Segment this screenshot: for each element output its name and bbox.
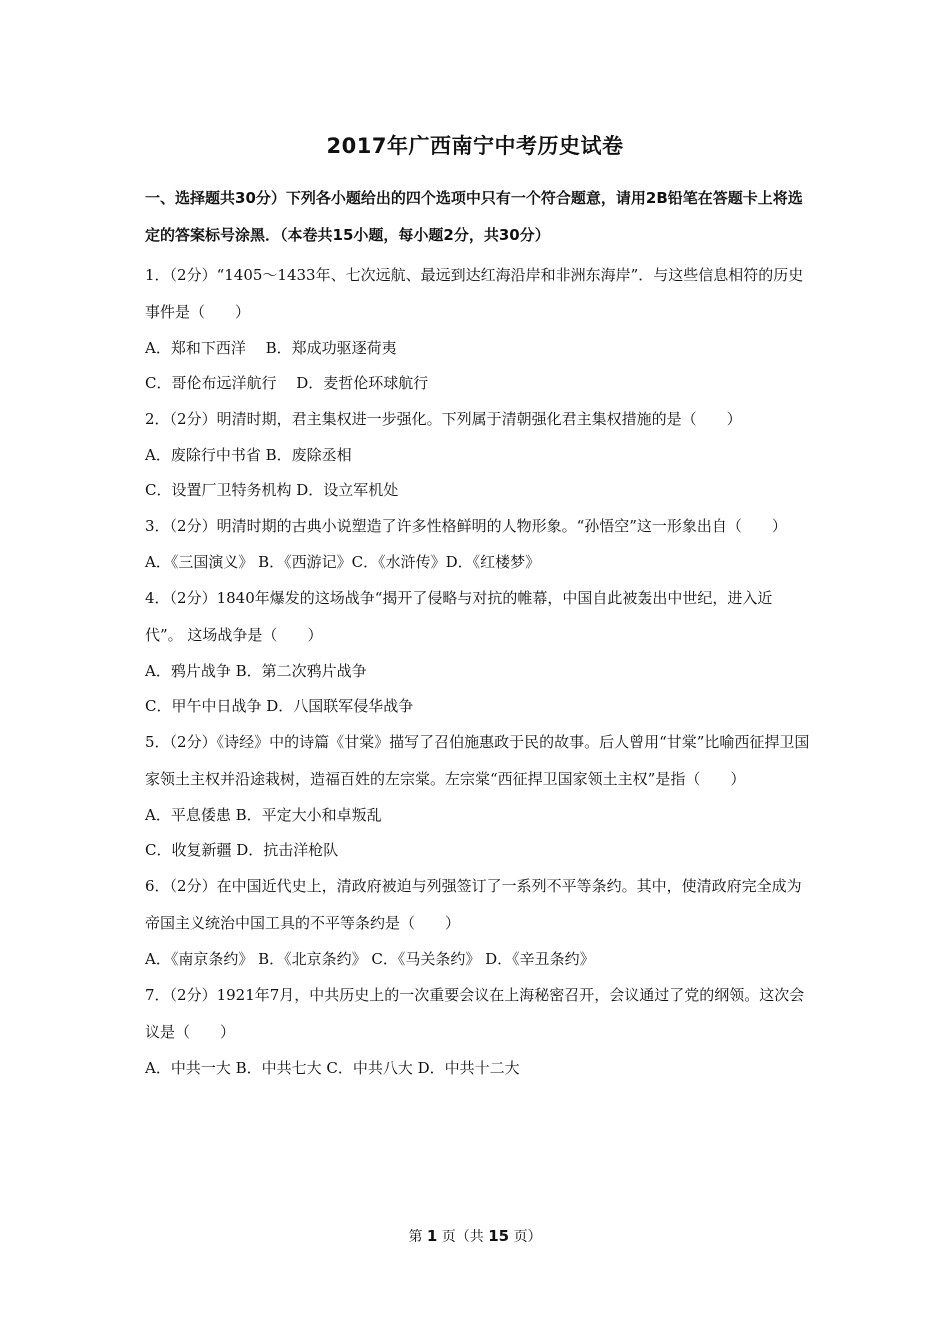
question-options: C．设置厂卫特务机构 D．设立军机处 [145,481,399,499]
question-options: A．中共一大 B．中共七大 C．中共八大 D．中共十二大 [145,1059,520,1077]
footer-page-number: 1 [426,1227,438,1245]
question-item [145,580,810,724]
page-footer [0,1226,950,1246]
question-stem: 2．（2分）明清时期，君主集权进一步强化。下列属于清朝强化君主集权措施的是（ ） [145,410,742,428]
question-options: A．郑和下西洋 B．郑成功驱逐荷夷 [145,339,397,357]
question-options: A．废除行中书省 B．废除丞相 [145,446,352,464]
footer-suffix: 页） [513,1229,542,1245]
question-stem: 7．（2分）1921年7月，中共历史上的一次重要会议在上海秘密召开，会议通过了党的纲领。这次会议是（ ） [145,986,805,1041]
footer-prefix: 第 [408,1229,423,1245]
question-stem: 1．（2分）“1405～1433年、七次远航、最远到达红海沿岸和非洲东海岸”．与这些信息相符的历史事件是（ ） [145,266,804,321]
question-item [145,508,810,580]
question-options: A．平息倭患 B．平定大小和卓叛乱 [145,806,382,824]
footer-total-pages: 15 [488,1227,510,1245]
page-title: 2017年广西南宁中考历史试卷 [326,134,624,158]
question-stem: 4．（2分）1840年爆发的这场战争“揭开了侵略与对抗的帷幕，中国自此被轰出中世纪，进入近代”。 这场战争是（ ） [145,589,773,644]
section-header: 一、选择题共30分）下列各小题给出的四个选项中只有一个符合题意，请用2B铅笔在答题卡上将选定的答案标号涂黑．（本卷共15小题，每小题2分，共30分） [145,189,803,244]
question-item [145,401,810,508]
question-options: C．收复新疆 D．抗击洋枪队 [145,841,339,859]
question-options: C．甲午中日战争 D．八国联军侵华战争 [145,697,414,715]
question-item [145,977,810,1086]
question-item [145,724,810,868]
question-options: C．哥伦布远洋航行 D．麦哲伦环球航行 [145,374,429,392]
question-stem: 5．（2分）《诗经》中的诗篇《甘棠》描写了召伯施惠政于民的故事。后人曾用“甘棠”比喻西征捍卫国家领土主权并沿途栽树，造福百姓的左宗棠。左宗棠“西征捍卫国家领土主权”是指（ ） [145,733,810,788]
question-item [145,257,810,401]
footer-middle: 页（共 [441,1229,484,1245]
question-item [145,868,810,977]
question-options: A．《三国演义》 B．《西游记》C．《水浒传》D．《红楼梦》 [145,553,541,571]
question-stem: 6．（2分）在中国近代史上，清政府被迫与列强签订了一系列不平等条约。其中，使清政府完全成为帝国主义统治中国工具的不平等条约是（ ） [145,877,802,932]
question-stem: 3．（2分）明清时期的古典小说塑造了许多性格鲜明的人物形象。“孙悟空”这一形象出自（ ） [145,517,787,535]
question-options: A．《南京条约》 B．《北京条约》 C．《马关条约》 D．《辛丑条约》 [145,950,595,968]
question-options: A．鸦片战争 B．第二次鸦片战争 [145,662,367,680]
question-list [145,257,810,1086]
